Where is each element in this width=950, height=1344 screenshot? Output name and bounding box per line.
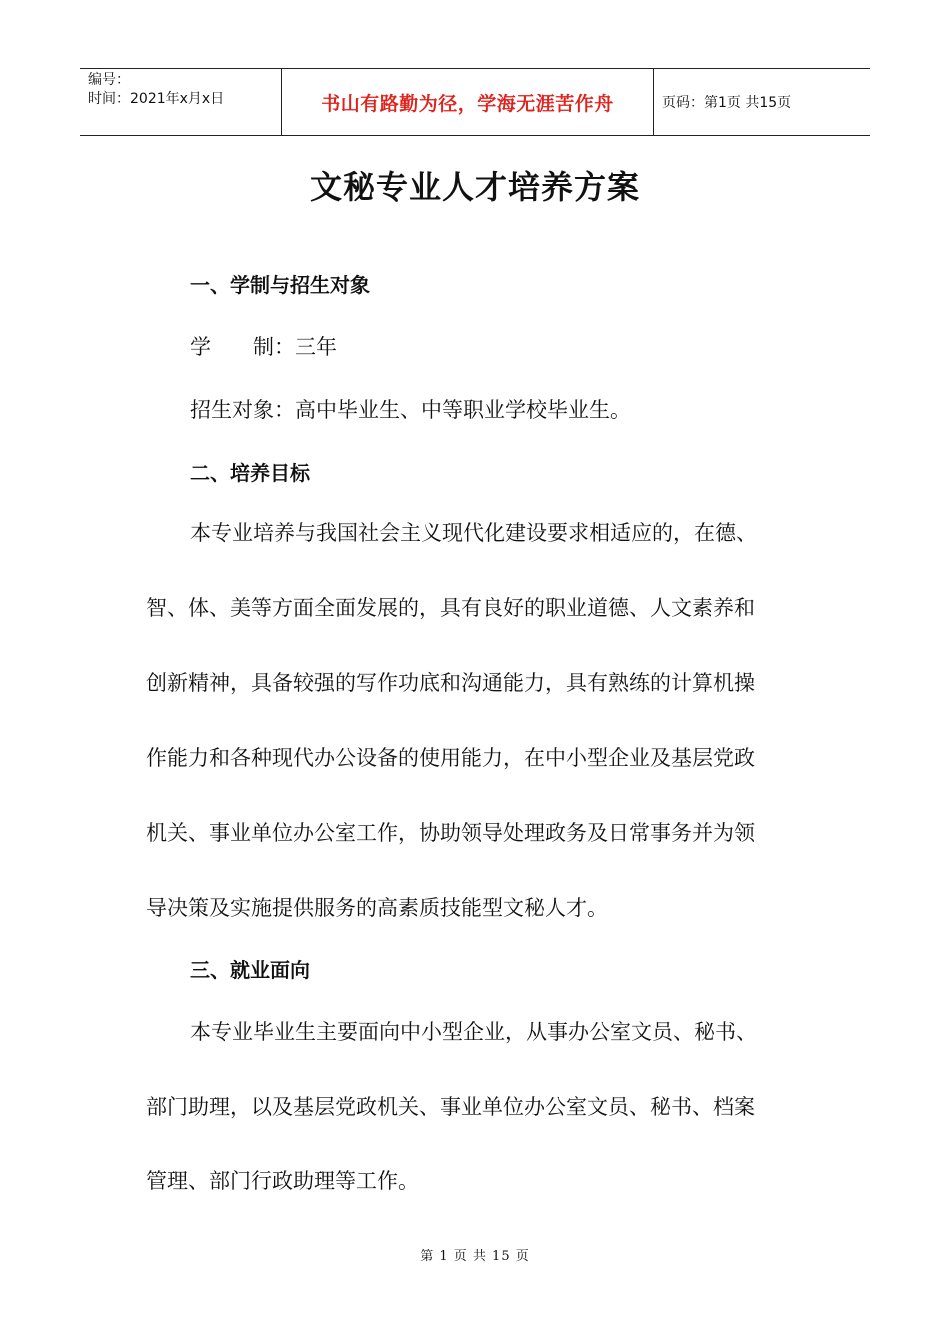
page-footer: 第 1 页 共 15 页 (420, 1249, 530, 1264)
section-heading-1: 一、学制与招生对象 (190, 273, 370, 297)
paragraph-line: 本专业毕业生主要面向中小型企业，从事办公室文员、秘书、 (190, 1020, 757, 1044)
paragraph-line: 导决策及实施提供服务的高素质技能型文秘人才。 (146, 896, 608, 920)
paragraph-line: 学 制：三年 (190, 335, 337, 359)
section-heading-3: 三、就业面向 (190, 958, 310, 982)
section-heading-2: 二、培养目标 (190, 461, 310, 485)
paragraph-line: 本专业培养与我国社会主义现代化建设要求相适应的，在德、 (190, 521, 757, 545)
header-table (80, 68, 870, 136)
header-meta-cell (80, 69, 282, 135)
header-page-info: 页码：第1页 共15页 (662, 95, 792, 111)
paragraph-line: 机关、事业单位办公室工作，协助领导处理政务及日常事务并为领 (146, 821, 755, 845)
document-title: 文秘专业人才培养方案 (309, 168, 640, 206)
paragraph-line: 作能力和各种现代办公设备的使用能力，在中小型企业及基层党政 (146, 746, 755, 770)
paragraph-line: 管理、部门行政助理等工作。 (146, 1169, 419, 1193)
document-time-label: 时间：2021年x月x日 (88, 91, 225, 107)
header-motto-cell (282, 69, 654, 135)
paragraph-line: 智、体、美等方面全面发展的，具有良好的职业道德、人文素养和 (146, 596, 755, 620)
paragraph-line: 创新精神，具备较强的写作功底和沟通能力，具有熟练的计算机操 (146, 671, 755, 695)
paragraph-line: 招生对象：高中毕业生、中等职业学校毕业生。 (190, 398, 631, 422)
header-motto: 书山有路勤为径，学海无涯苦作舟 (321, 92, 614, 115)
header-page-cell (654, 69, 870, 135)
document-number-label: 编号： (88, 72, 130, 88)
paragraph-line: 部门助理，以及基层党政机关、事业单位办公室文员、秘书、档案 (146, 1095, 755, 1119)
